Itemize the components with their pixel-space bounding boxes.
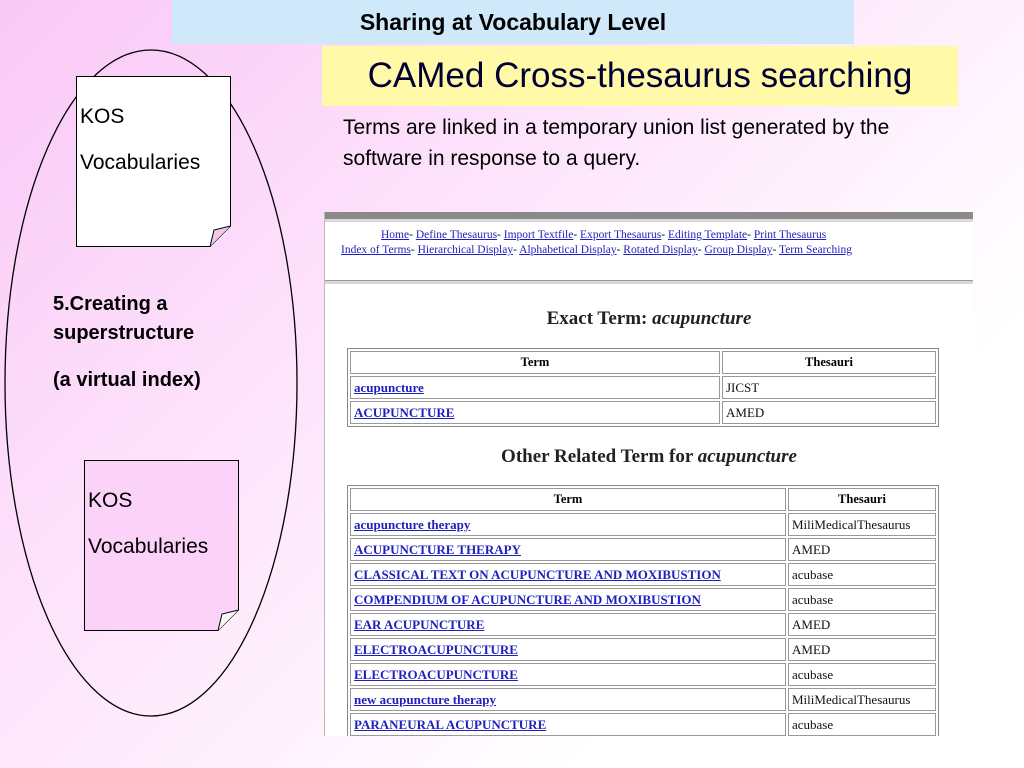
- thesaurus-cell: JICST: [722, 376, 936, 399]
- slide-description: Terms are linked in a temporary union list generated by the software in response to a query.: [343, 116, 890, 170]
- kos-document-top: [76, 76, 232, 248]
- thesaurus-cell: AMED: [722, 401, 936, 424]
- thesaurus-cell: AMED: [788, 613, 936, 636]
- table-row: [350, 613, 936, 636]
- table-row: [350, 513, 936, 536]
- column-header-term: Term: [350, 488, 786, 511]
- nav-link-print-thesaurus[interactable]: Print Thesaurus: [753, 229, 827, 241]
- thesaurus-cell: acubase: [788, 563, 936, 586]
- table-row: [350, 538, 936, 561]
- table-row: [350, 663, 936, 686]
- term-link[interactable]: ELECTROACUPUNCTURE: [350, 638, 786, 661]
- thesaurus-cell: acubase: [788, 663, 936, 686]
- nav-link-index-of-terms[interactable]: Index of Terms: [341, 244, 411, 256]
- thesaurus-cell: acubase: [788, 713, 936, 736]
- superstructure-line2: superstructure: [53, 322, 195, 344]
- kos-document-bottom: [84, 460, 240, 632]
- term-link[interactable]: COMPENDIUM OF ACUPUNCTURE AND MOXIBUSTION: [350, 588, 786, 611]
- superstructure-caption: [53, 290, 283, 395]
- term-link[interactable]: EAR ACUPUNCTURE: [350, 613, 786, 636]
- thesaurus-cell: acubase: [788, 588, 936, 611]
- term-link[interactable]: acupuncture: [350, 376, 720, 399]
- term-link[interactable]: PARANEURAL ACUPUNCTURE: [350, 713, 786, 736]
- exact-term-heading: [325, 308, 973, 330]
- superstructure-line3: (a virtual index): [53, 369, 201, 391]
- thesaurus-cell: AMED: [788, 638, 936, 661]
- horizontal-rule: [325, 280, 973, 284]
- nav-link-term-searching[interactable]: Term Searching: [778, 244, 852, 256]
- camed-browser-screenshot: [324, 212, 973, 736]
- thesaurus-cell: AMED: [788, 538, 936, 561]
- term-link[interactable]: ACUPUNCTURE THERAPY: [350, 538, 786, 561]
- term-link[interactable]: new acupuncture therapy: [350, 688, 786, 711]
- related-term-table: [347, 485, 939, 736]
- vocabularies-label: Vocabularies: [88, 535, 209, 558]
- thesaurus-cell: MiliMedicalThesaurus: [788, 688, 936, 711]
- term-link[interactable]: CLASSICAL TEXT ON ACUPUNCTURE AND MOXIBUSTION: [350, 563, 786, 586]
- nav-row-2: Index of Terms- Hierarchical Display- Alphabetical Display- Rotated Display- Group Display- Term Searching: [341, 244, 852, 256]
- window-frame-shadow: [325, 219, 973, 222]
- related-term-heading: [325, 446, 973, 468]
- slide-title: CAMed Cross-thesaurus searching: [322, 46, 958, 106]
- related-heading-query: acupuncture: [697, 446, 797, 467]
- nav-link-hierarchical-display[interactable]: Hierarchical Display: [417, 244, 514, 256]
- table-row: [350, 376, 936, 399]
- kos-label: KOS: [88, 489, 133, 512]
- nav-link-import-textfile[interactable]: Import Textfile: [503, 229, 574, 241]
- exact-heading-query: acupuncture: [652, 308, 752, 329]
- nav-link-group-display[interactable]: Group Display: [704, 244, 773, 256]
- kos-label: KOS: [80, 105, 125, 128]
- superstructure-line1: 5.Creating a: [53, 293, 168, 315]
- nav-link-home[interactable]: Home: [381, 229, 410, 241]
- term-link[interactable]: acupuncture therapy: [350, 513, 786, 536]
- table-row: [350, 638, 936, 661]
- table-row: [350, 563, 936, 586]
- column-header-thesauri: Thesauri: [722, 351, 936, 374]
- nav-link-rotated-display[interactable]: Rotated Display: [623, 244, 698, 256]
- exact-heading-label: Exact Term:: [546, 308, 648, 329]
- exact-term-table: [347, 348, 939, 427]
- table-row: [350, 588, 936, 611]
- vocabularies-label: Vocabularies: [80, 151, 201, 174]
- term-link[interactable]: ELECTROACUPUNCTURE: [350, 663, 786, 686]
- term-link[interactable]: ACUPUNCTURE: [350, 401, 720, 424]
- column-header-thesauri: Thesauri: [788, 488, 936, 511]
- related-heading-label: Other Related Term for: [501, 446, 693, 467]
- table-row: [350, 401, 936, 424]
- table-row: [350, 713, 936, 736]
- column-header-term: Term: [350, 351, 720, 374]
- nav-link-editing-template[interactable]: Editing Template: [668, 229, 748, 241]
- table-row: [350, 688, 936, 711]
- nav-link-alphabetical-display[interactable]: Alphabetical Display: [519, 244, 617, 256]
- nav-link-export-thesaurus[interactable]: Export Thesaurus: [580, 229, 662, 241]
- thesaurus-cell: MiliMedicalThesaurus: [788, 513, 936, 536]
- nav-link-define-thesaurus[interactable]: Define Thesaurus: [415, 229, 498, 241]
- slide-banner: Sharing at Vocabulary Level: [172, 0, 854, 44]
- nav-row-1: Home- Define Thesaurus- Import Textfile- Export Thesaurus- Editing Template- Print Thesaurus: [381, 229, 827, 241]
- window-frame: [325, 212, 973, 219]
